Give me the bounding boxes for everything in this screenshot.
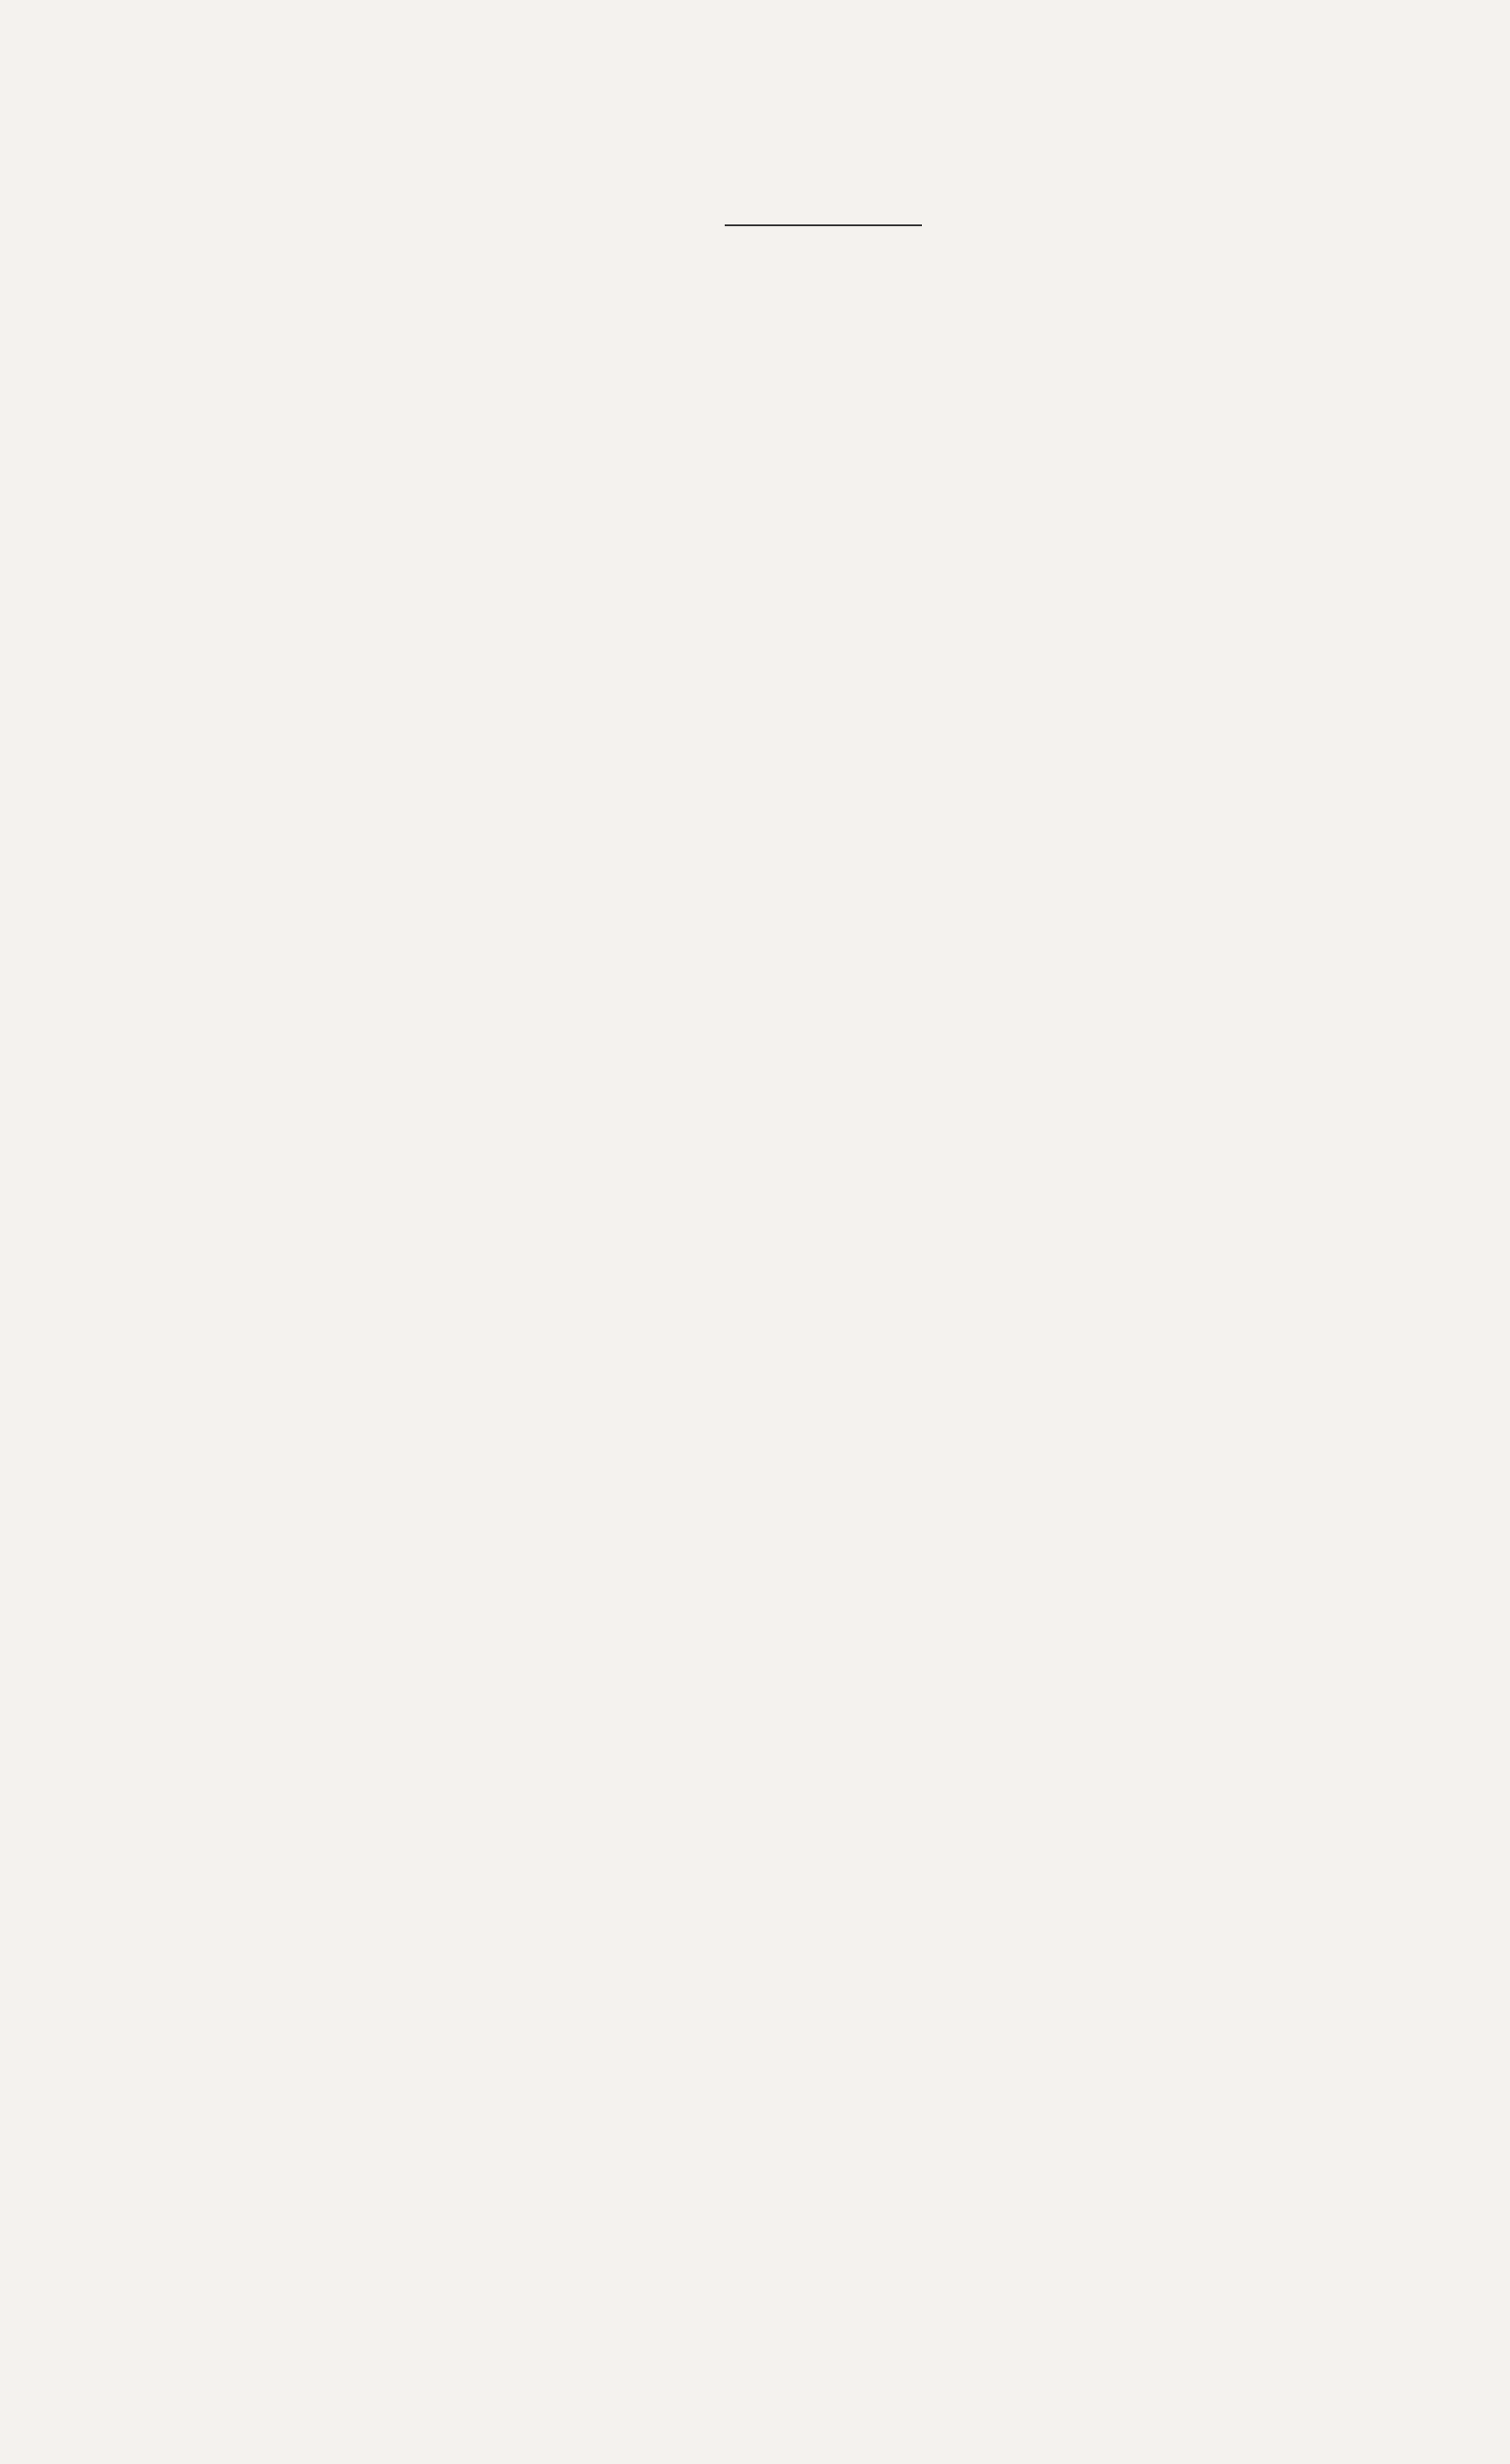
page-header	[219, 125, 1486, 170]
bibliography-list	[199, 205, 1448, 253]
section-divider	[725, 224, 922, 226]
